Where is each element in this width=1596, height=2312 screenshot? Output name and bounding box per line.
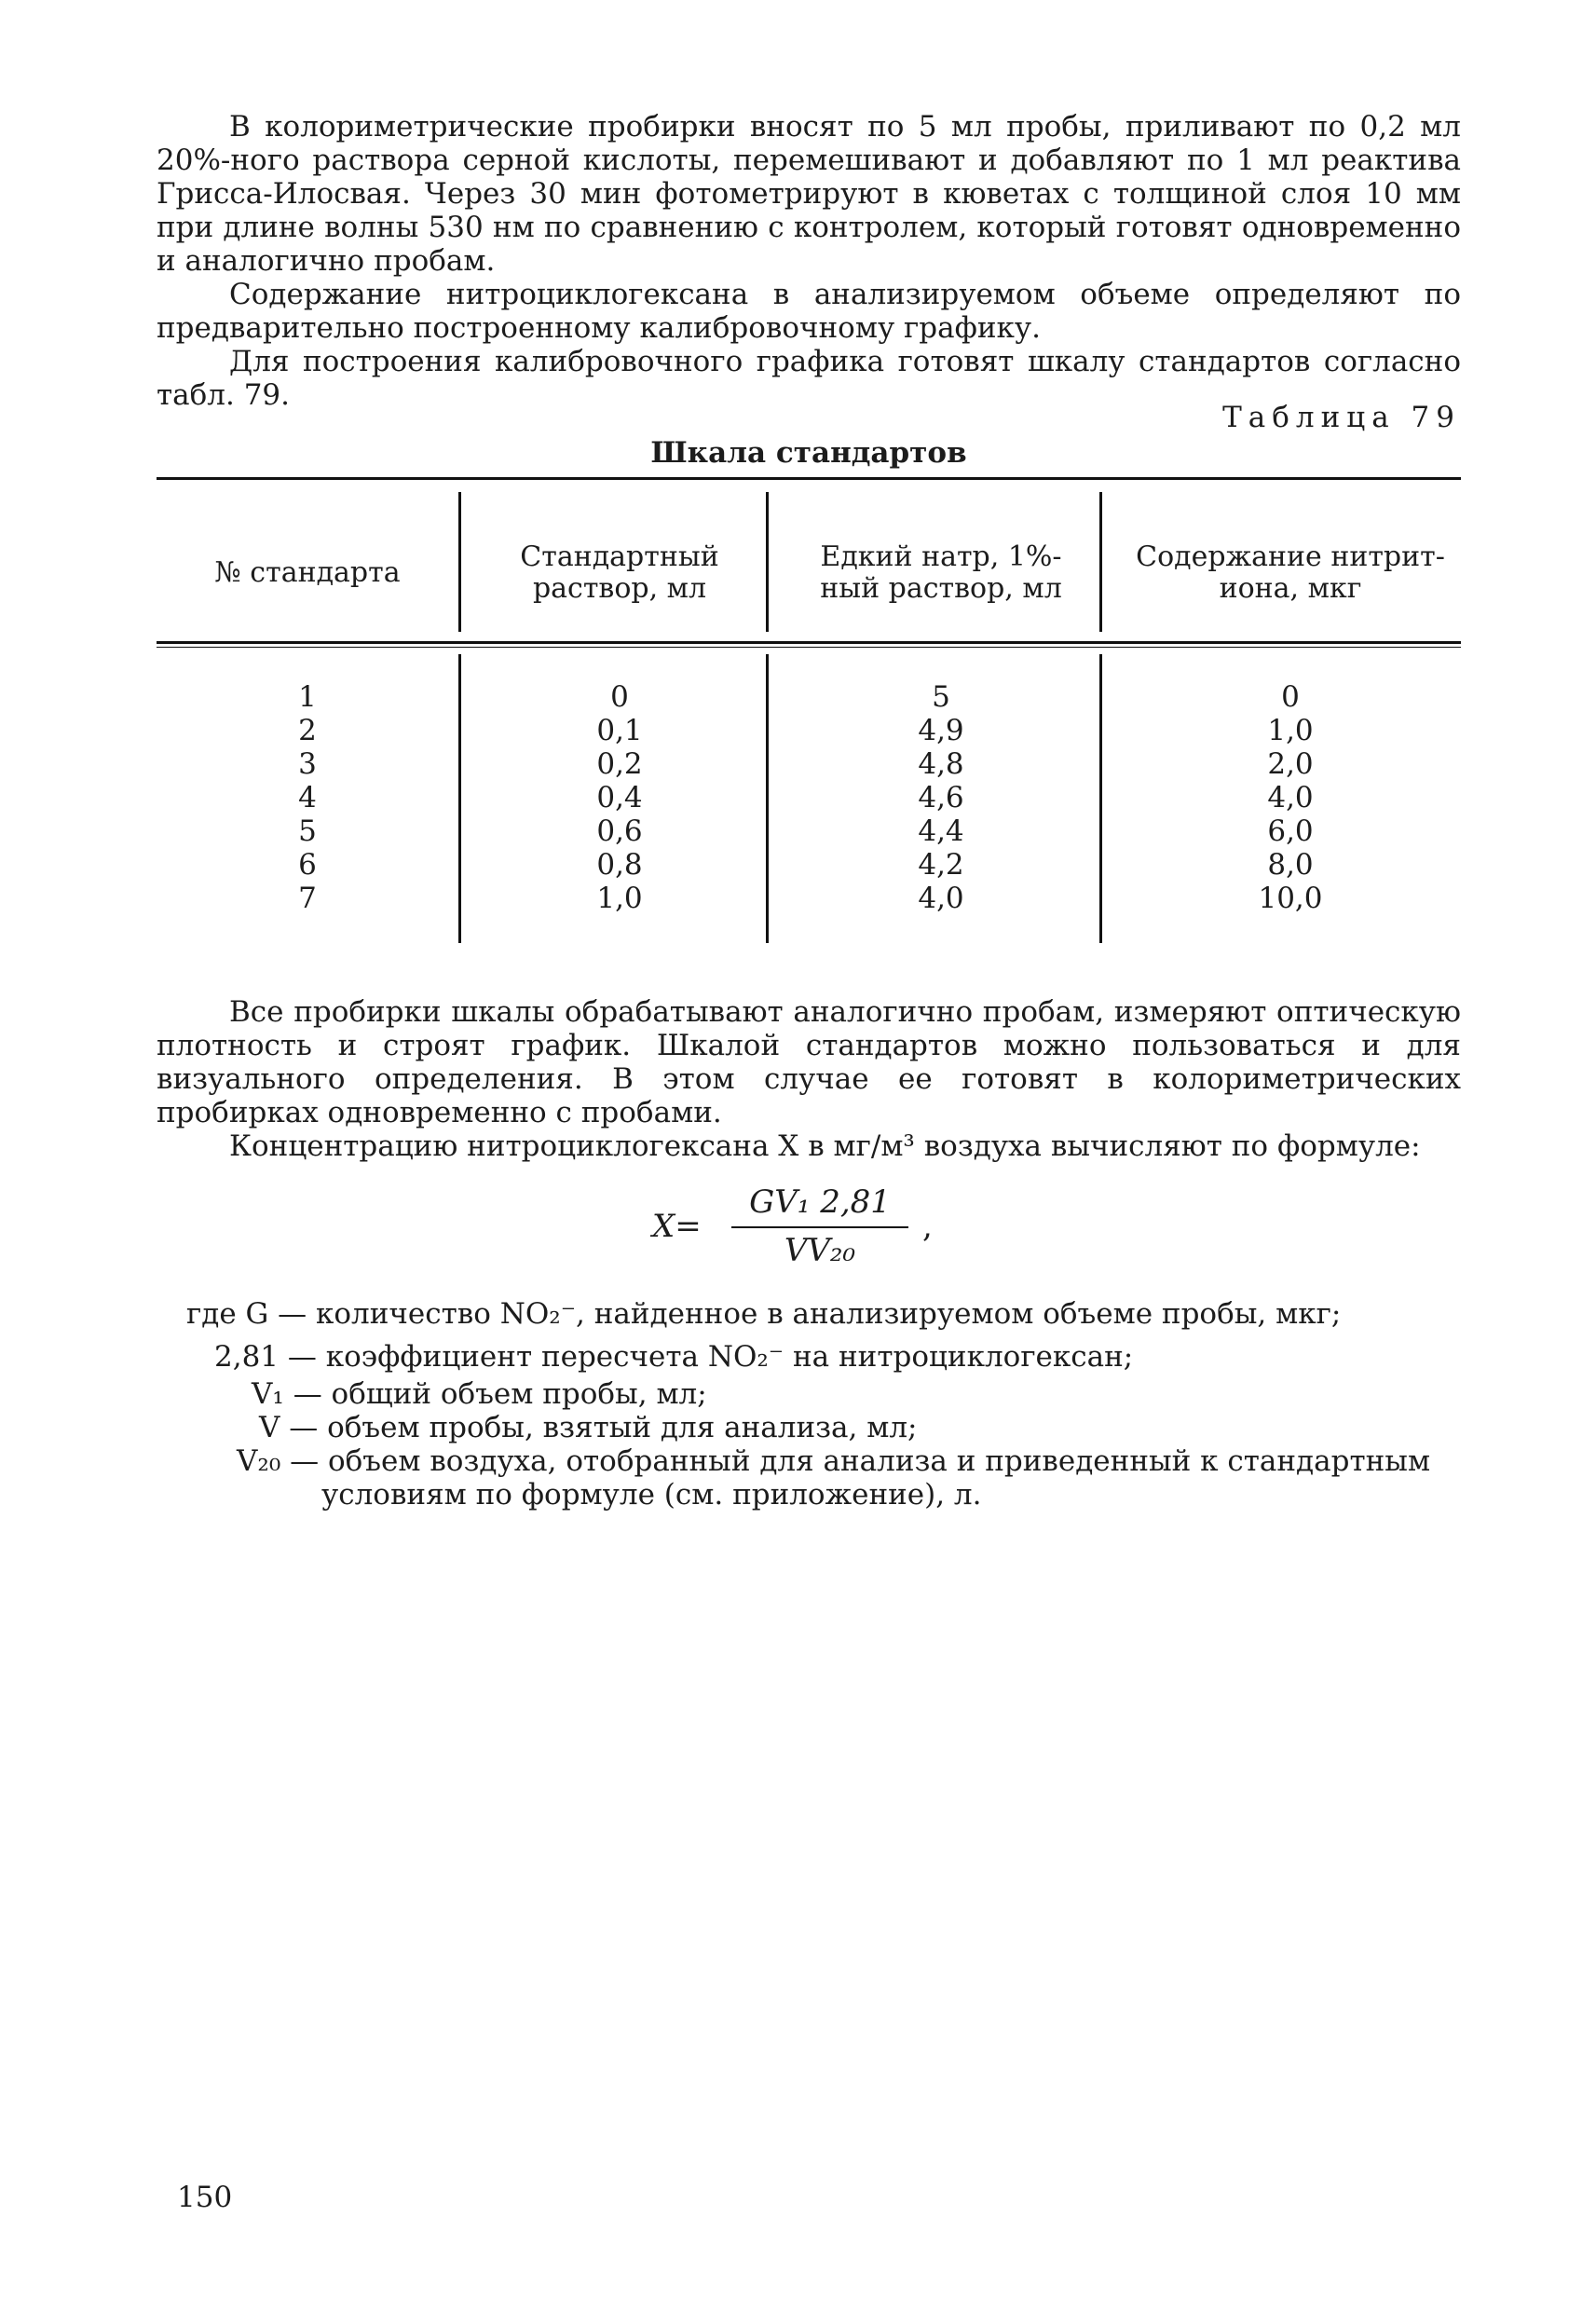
table-column-standard-solution — [494, 680, 745, 915]
table-cell: 0,1 — [596, 714, 643, 747]
formula-trailing: , — [922, 1208, 933, 1245]
table-cell: 4,4 — [918, 814, 964, 848]
table-divider — [766, 492, 769, 632]
fraction-bar — [731, 1226, 908, 1228]
table-number: Таблица 79 — [1222, 401, 1461, 434]
table-cell: 2,0 — [1267, 747, 1314, 781]
content-paragraph: Содержание нитроциклогексана в анализируемом объеме определяют по предварительно построенному калибровочному графику. — [157, 278, 1461, 345]
formula-lhs: X= — [652, 1208, 702, 1245]
table-cell: 0,6 — [596, 814, 643, 848]
definition-term: где G — [186, 1297, 269, 1331]
table-reference-paragraph: Для построения калибровочного графика готовят шкалу стандартов согласно табл. 79. — [157, 345, 1461, 412]
procedure-paragraph: Все пробирки шкалы обрабатывают аналогично пробам, измеряют оптическую плотность и строят график. Шкалой стандартов можно пользоваться и для визуального определения. В этом случае ее готовят в колориметрических пробирках одновременно с пробами. — [157, 995, 1461, 1129]
table-cell: 4 — [298, 781, 317, 814]
table-cell: 3 — [298, 747, 317, 781]
table-cell: 6,0 — [1267, 814, 1314, 848]
table-cell: 4,6 — [918, 781, 964, 814]
table-divider — [766, 654, 769, 943]
table-cell: 0 — [610, 680, 629, 714]
table-cell: 0,8 — [596, 848, 643, 882]
definition-text: — коэффициент пересчета NO₂⁻ на нитроциклогексан; — [287, 1340, 1134, 1374]
table-cell: 2 — [298, 714, 317, 747]
table-cell: 5 — [932, 680, 950, 714]
table-divider — [1099, 492, 1102, 632]
formula-denominator: VV₂₀ — [784, 1232, 856, 1269]
table-column-number — [168, 680, 447, 915]
table-divider — [458, 492, 461, 632]
table-cell: 7 — [298, 882, 317, 915]
table-cell: 4,0 — [1267, 781, 1314, 814]
definition-row — [321, 1478, 981, 1512]
definition-row — [186, 1297, 1341, 1331]
table-cell: 5 — [298, 814, 317, 848]
table-top-rule — [157, 477, 1461, 480]
definition-row — [214, 1340, 1133, 1374]
definition-term: V₂₀ — [237, 1444, 281, 1478]
table-cell: 1,0 — [1267, 714, 1314, 747]
definition-row — [252, 1377, 707, 1411]
intro-paragraph: В колориметрические пробирки вносят по 5 мл пробы, приливают по 0,2 мл 20%-ного раствора серной кислоты, перемешивают и добавляют по 1 мл реактива Грисса-Илосвая. Через 30 мин фотометрируют в кюветах с толщиной слоя 10 мм при длине волны 530 нм по сравнению с контролем, который готовят одновременно и аналогично пробам. — [157, 110, 1461, 278]
table-cell: 4,8 — [918, 747, 964, 781]
table-title: Шкала стандартов — [650, 436, 967, 470]
table-cell: 4,0 — [918, 882, 964, 915]
table-cell: 0,4 — [596, 781, 643, 814]
table-cell: 4,2 — [918, 848, 964, 882]
formula-numerator: GV₁ 2,81 — [749, 1183, 891, 1221]
definition-text: — объем воздуха, отобранный для анализа и приведенный к стандартным — [290, 1444, 1431, 1478]
definition-text: — общий объем пробы, мл; — [293, 1377, 707, 1411]
definition-text: — объем пробы, взятый для анализа, мл; — [289, 1411, 918, 1444]
definition-row — [259, 1411, 917, 1444]
table-cell: 1 — [298, 680, 317, 714]
table-cell: 4,9 — [918, 714, 964, 747]
table-cell: 0,2 — [596, 747, 643, 781]
table-header-rule-thin — [157, 647, 1461, 648]
table-header-standard-solution: Стандартный раствор, мл — [520, 540, 719, 605]
table-column-nitrite-content — [1132, 680, 1449, 915]
table-cell: 10,0 — [1258, 882, 1323, 915]
table-divider — [1099, 654, 1102, 943]
table-header-sodium-hydroxide: Едкий натр, 1%-ный раствор, мл — [820, 540, 1062, 605]
table-header-nitrite-content: Содержание нитрит-иона, мкг — [1136, 540, 1445, 605]
table-cell: 8,0 — [1267, 848, 1314, 882]
table-cell: 6 — [298, 848, 317, 882]
definition-term: 2,81 — [214, 1340, 280, 1374]
table-divider — [458, 654, 461, 943]
definition-term: V — [259, 1411, 280, 1444]
formula-intro-paragraph: Концентрацию нитроциклогексана X в мг/м³ воздуха вычисляют по формуле: — [229, 1129, 1421, 1163]
table-cell: 0 — [1281, 680, 1300, 714]
formula-fraction — [731, 1183, 908, 1269]
definition-text: условиям по формуле (см. приложение), л. — [321, 1478, 982, 1512]
definition-term: V₁ — [252, 1377, 284, 1411]
table-column-sodium-hydroxide — [801, 680, 1081, 915]
definition-row — [237, 1444, 1430, 1478]
page-number: 150 — [177, 2181, 233, 2214]
table-cell: 1,0 — [596, 882, 643, 915]
table-header-number: № стандарта — [214, 556, 401, 589]
definition-text: — количество NO₂⁻, найденное в анализируемом объеме пробы, мкг; — [278, 1297, 1342, 1331]
